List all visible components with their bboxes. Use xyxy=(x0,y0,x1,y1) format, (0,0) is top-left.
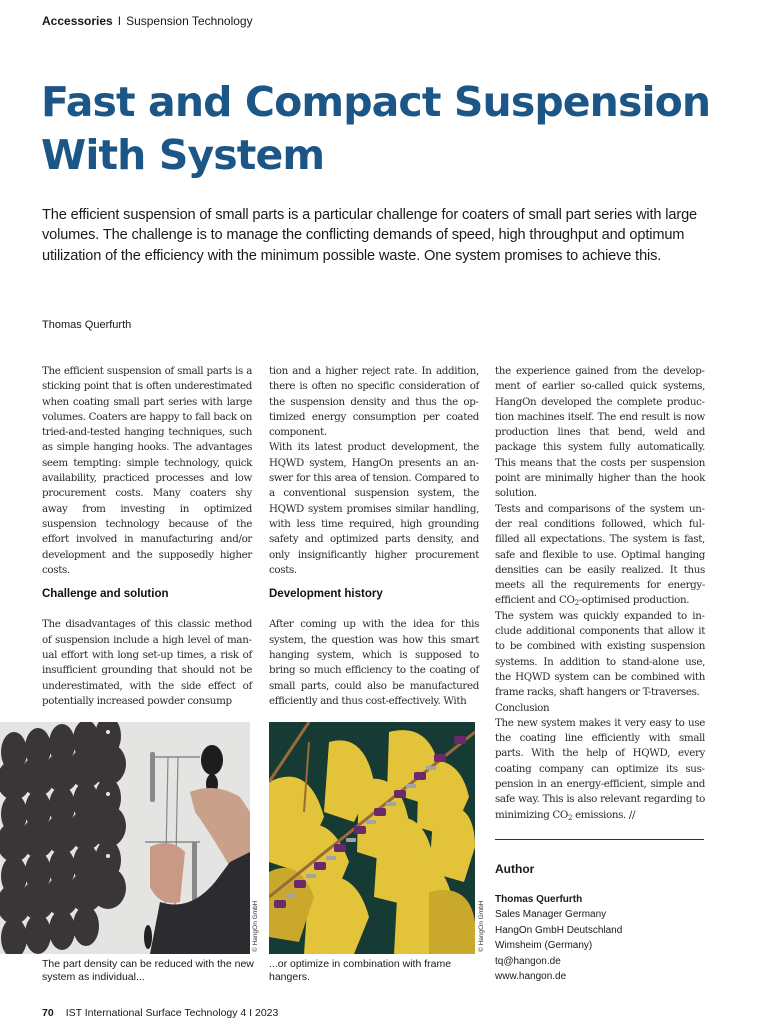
body-paragraph: With its latest product development, the HQWD system, HangOn presents an answer for this area of tension. Compared to a conventional suspension system, the HQWD system promises similar handling, with less time required, high grounding safety and optimized parts density, and only insignificantly higher procurement costs. xyxy=(269,441,479,576)
body-paragraph xyxy=(495,716,705,823)
byline: Thomas Querfurth xyxy=(42,319,132,331)
publication-info: IST International Surface Technology 4 I 2023 xyxy=(65,1007,279,1019)
author-email[interactable]: tq@hangon.de xyxy=(495,955,561,967)
photo-frame-hangers xyxy=(269,722,475,954)
author-name: Thomas Querfurth xyxy=(495,893,583,905)
body-text: Tests and comparisons of the system under real conditions followed, which fulfilled all expectations. The system is fast, safe and flexible to use. Optimal hanging densities can be easily realized. It thus meets all the requirements for energy-efficient and CO xyxy=(495,502,705,607)
body-paragraph: tion and a higher reject rate. In addition, there is often no specific consideration of the suspension density and thus the optimized energy consumption per coated component. xyxy=(269,365,479,439)
author-company: HangOn GmbH Deutschland xyxy=(495,924,623,936)
author-heading: Author xyxy=(495,862,535,876)
section-name: Accessories xyxy=(42,14,113,28)
subheading-challenge: Challenge and solution xyxy=(42,588,169,601)
divider xyxy=(495,839,704,840)
author-website[interactable]: www.hangon.de xyxy=(495,971,567,982)
article-lead: The efficient suspension of small parts is a particular challenge for coaters of small part series with large volumes. The challenge is to manage the conflicting demands of speed, high throughput and optimum utilization of the efficiency with the minimum possible waste. One system promises to achieve this. xyxy=(42,207,698,264)
photo-credit: © HangOn GmbH xyxy=(478,900,485,952)
photo-credit: © HangOn GmbH xyxy=(252,900,259,952)
section-header xyxy=(42,14,253,28)
subheading-development: Development history xyxy=(269,588,383,601)
section-topic: Suspension Technology xyxy=(126,14,253,28)
author-role: Sales Manager Germany xyxy=(495,909,607,920)
page-number: 70 xyxy=(42,1007,54,1019)
author-location: Wimsheim (Germany) xyxy=(495,940,593,951)
article-title: Fast and Compact Suspension With System xyxy=(41,78,711,179)
page-footer xyxy=(42,1007,278,1019)
text-column-3 xyxy=(495,364,705,823)
body-paragraph: The disadvantages of this classic method of suspension include a high level of manual effort with long set-up times, a risk of insufficient grounding that should not be underestimated, with the side effect of potentially increased powder consump xyxy=(42,618,252,707)
hanger-parts-illustration xyxy=(0,722,250,954)
body-paragraph: After coming up with the idea for this system, the question was how this smart hanging system, which is supposed to bring so much efficiency to the coating of small parts, could also be manufactured efficiently and thus cost-effectively. With xyxy=(269,618,479,707)
text-column-2 xyxy=(269,364,479,709)
section-separator: I xyxy=(117,14,122,28)
subscript: 2 xyxy=(574,599,579,608)
figure-caption: ...or optimize in combination with frame hangers. xyxy=(269,958,452,983)
text-column-1 xyxy=(42,364,252,709)
body-paragraph: The system was quickly expanded to include additional components that allow it to be combined with existing suspension systems. In addition to stand-alone use, the HQWD system can be combined with frame racks, shaft hangers or T-traverses. xyxy=(495,609,705,699)
body-paragraph xyxy=(495,502,705,609)
author-box xyxy=(495,862,707,985)
yellow-parts-illustration xyxy=(269,722,475,954)
body-text: -optimised production. xyxy=(578,594,690,607)
body-text: The new system makes it very easy to use the coating line efficiently with small parts. With the help of HQWD, every coating company can optimize its suspension in an energy-efficient, simple and safe way. This is also relevant regarding to minimizing CO xyxy=(495,716,705,821)
body-paragraph: The efficient suspension of small parts is a sticking point that is often underestimated when coating small part series with large volumes. Coaters are happy to fall back on tried-and-tested hanging techniques, such as simple hanging hooks. The advantages seem tempting: simple technology, quick availability, practiced processes and low procurement costs. Many coaters shy away from investing in optimized suspension technology because of the effort involved in manufacturing and/or development and the supposedly higher costs. xyxy=(42,365,252,576)
figure-caption: The part density can be reduced with the new system as individual... xyxy=(42,958,254,983)
body-paragraph: the experience gained from the development of earlier so-called quick systems, HangOn developed the complete production machines itself. The end result is now production lines that bend, weld and package this system fully automatically. This means that the costs per suspension point are minimally higher than the hook solution. xyxy=(495,365,705,500)
conclusion-label: Conclusion xyxy=(495,701,550,714)
body-text: emissions. // xyxy=(572,808,636,821)
subscript: 2 xyxy=(568,813,573,822)
photo-individual-hangers xyxy=(0,722,250,954)
